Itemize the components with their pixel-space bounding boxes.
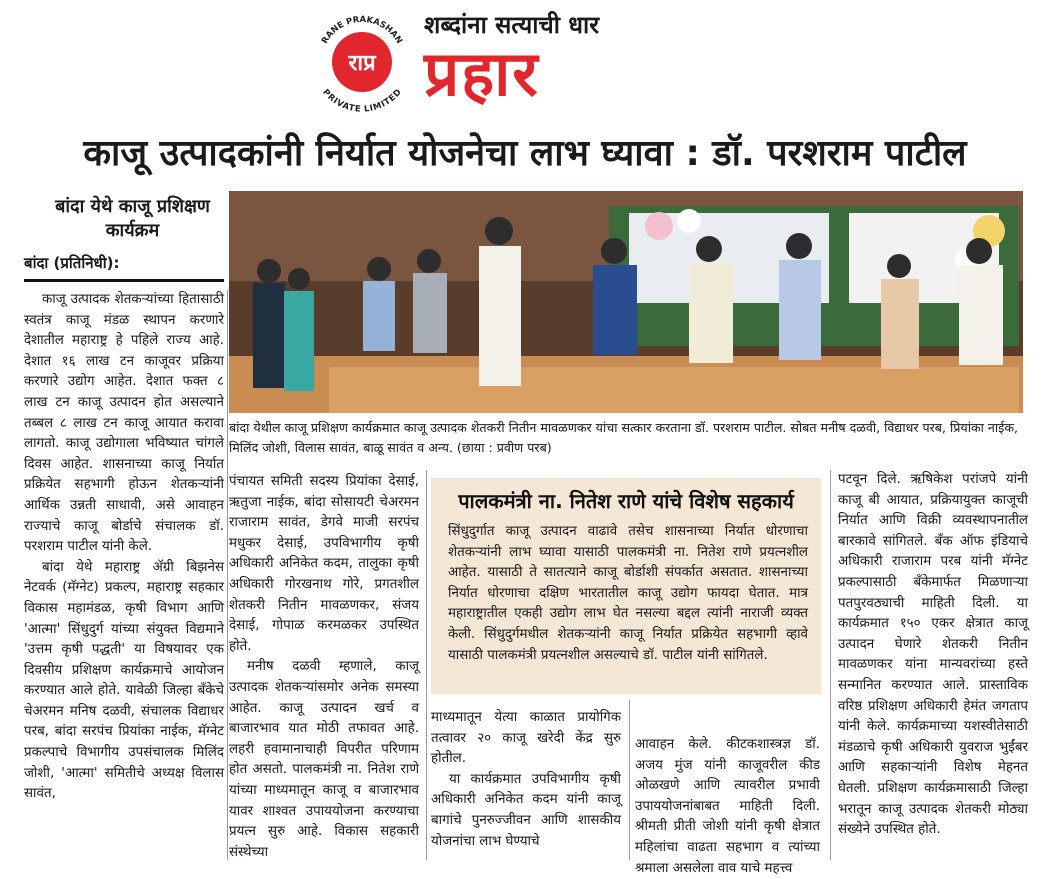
masthead-brand: प्रहार (424, 37, 540, 110)
byline-rule (24, 279, 224, 282)
column-rule (426, 470, 427, 860)
event-photo (229, 191, 1023, 413)
paragraph: माध्यमातून येत्या काळात प्रायोगिक तत्वावर २० काजू खरेदी केंद्र सुरु होतील. (431, 710, 621, 767)
article-column-3 (431, 708, 621, 852)
paragraph: बांदा येथे महाराष्ट्र ॲग्री बिझनेस नेटवर्क (मॅग्नेट) प्रकल्प, महाराष्ट्र सहकार विकास महामंडळ, कृषी विभाग आणि 'आत्मा' सिंधुदुर्ग यांच्या संयुक्त विद्यमाने 'उत्तम कृषी पद्धती' या विषयावर एक दिवसीय प्रशिक्षण कार्यक्रमाचे आयोजन करण्यात आले होते. यावेळी जिल्हा बँकेचे चेअरमन मनिष दळवी, संचालक विद्याधर परब, बांदा सरपंच प्रियांका नाईक, मॅग्नेट प्रकल्पाचे विभागीय उपसंचालक मिलिंद जोशी, 'आत्मा' समितीचे अध्यक्ष विलास सावंत, (24, 559, 224, 802)
column-rule (629, 700, 630, 860)
logo-monogram: राप्र (348, 51, 376, 76)
article-column-4 (635, 735, 820, 879)
paragraph: पंचायत समिती सदस्य प्रियांका देसाई, ऋतुजा नाईक, बांदा सोसायटी चेअरमन राजाराम सावंत, डेगवे माजी सरपंच मधुकर देसाई, उपविभागीय कृषी अधिकारी अनिकेत कदम, तालुका कृषी अधिकारी गोरखनाथ गोरे, प्रगतशील शेतकरी नितीन मावळणकर, संजय देसाई, गोपाळ करमळकर उपस्थित होते. (229, 474, 419, 654)
paragraph: या कार्यक्रमात उपविभागीय कृषी अधिकारी अनिकेत कदम यांनी काजू बागांचे पुनरुज्जीवन आणि शासकीय योजनांचा लाभ घेण्याचे (431, 771, 621, 849)
article-headline: काजू उत्पादकांनी निर्यात योजनेचा लाभ घ्यावा : डॉ. परशराम पाटील (83, 133, 967, 174)
photo-caption: बांदा येथील काजू प्रशिक्षण कार्यक्रमात काजू उत्पादक शेतकरी नितीन मावळणकर यांचा सत्कार करताना डॉ. परशराम पाटील. सोबत मनीष दळवी, विद्याधर परब, प्रियांका नाईक, मिलिंद जोशी, विलास सावंत, बाळू सावंत व अन्य. (छाया : प्रवीण परब) (229, 420, 1019, 455)
article-column-2 (229, 472, 419, 863)
paragraph: काजू उत्पादक शेतकऱ्यांच्या हितासाठी स्वतंत्र काजू मंडळ स्थापन करणारे देशातील महाराष्ट्र हे पहिले राज्य आहे. देशात १६ लाख टन काजूवर प्रक्रिया करणारे उद्योग आहेत. देशात फक्त ८ लाख टन काजू उत्पादन होत असल्याने तब्बल ८ लाख टन काजू आयात करावा लागतो. काजू उद्योगाला भविष्यात चांगले दिवस आहेत. शासनाच्या काजू निर्यात प्रक्रियेत सहभागी होऊन शेतकऱ्यांनी आर्थिक उन्नती साधावी, असे आवाहन राज्याचे काजू बोर्डाचे संचालक डॉ. परशराम पाटील यांनी केले. (24, 292, 224, 555)
paragraph: आवाहन केले. कीटकशास्त्रज्ञ डॉ. अजय मुंज यांनी काजूवरील कीड ओळखणे आणि त्यावरील प्रभावी उपाययोजनांबाबत माहिती दिली. श्रीमती प्रीती जोशी यांनी कृषी क्षेत्रात महिलांचा वाढता सहभाग व त्यांच्या श्रमाला असलेला वाव याचे महत्त्व (635, 737, 820, 876)
logo-ring-bottom-text: PRIVATE LIMITED (320, 87, 404, 112)
article-column-1 (24, 290, 224, 805)
masthead-tagline: शब्दांना सत्याची धार (424, 11, 600, 39)
column-rule (830, 470, 831, 860)
article-subheading: बांदा येथे काजू प्रशिक्षण कार्यक्रम (55, 196, 210, 241)
logo-ring-top-text: RANE PRAKASHAN (320, 14, 404, 46)
article-column-5 (838, 470, 1028, 841)
paragraph: मनीष दळवी म्हणाले, काजू उत्पादक शेतकऱ्यांसमोर अनेक समस्या आहेत. काजू उत्पादन खर्च व बाजारभाव यात मोठी तफावत आहे. लहरी हवामानाचाही विपरीत परिणाम होत असतो. पालकमंत्री ना. नितेश राणे यांच्या माध्यमातून काजू व बाजारभाव यावर शाश्वत उपाययोजना करण्याचा प्रयत्न सुरु आहे. विकास सहकारी संस्थेच्या (229, 659, 419, 860)
rane-prakashan-logo (308, 8, 416, 112)
column-rule (227, 290, 228, 860)
article-byline: बांदा (प्रतिनिधी): (24, 254, 120, 272)
paragraph: पटवून दिले. ऋषिकेश परांजपे यांनी काजू बी आयात, प्रक्रियायुक्त काजूची निर्यात आणि विक्री व्यवस्थापनातील बारकावे सांगितले. बँक ऑफ इंडियाचे अधिकारी राजाराम परब यांनी मॅग्नेट प्रकल्पासाठी बँकेमार्फत मिळणाऱ्या पतपुरवठ्याची माहिती दिली. या कार्यक्रमात १५० एकर क्षेत्रात काजू उत्पादन घेणारे शेतकरी नितीन मावळणकर यांना मान्यवरांच्या हस्ते सन्मानित करण्यात आले. प्रास्ताविक वरिष्ठ प्रशिक्षण अधिकारी हेमंत जगताप यांनी केले. कार्यक्रमाच्या यशस्वीतेसाठी मंडळाचे कृषी अधिकारी युवराज भुईंबर आणि सहकाऱ्यांनी विशेष मेहनत घेतली. प्रशिक्षण कार्यक्रमासाठी जिल्हा भरातून काजू उत्पादक शेतकरी मोठ्या संख्येने उपस्थित होते. (838, 472, 1028, 838)
sidebar-box-text: सिंधुदुर्गात काजू उत्पादन वाढावे तसेच शासनाच्या निर्यात धोरणाचा शेतकऱ्यांनी लाभ घ्यावा यासाठी पालकमंत्री ना. नितेश राणे प्रयत्नशील आहेत. यासाठी ते सातत्याने काजू बोर्डाशी संपर्कात असतात. शासनाच्या निर्यात धोरणाचा दक्षिण भारतातील काजू उद्योग फायदा घेतात. मात्र महाराष्ट्रातील एकही उद्योग लाभ घेत नसल्या बद्दल त्यांनी नाराजी व्यक्त केली. सिंधुदुर्गमधील शेतकऱ्यांनी काजू निर्यात प्रक्रियेत सहभागी व्हावे यासाठी पालकमंत्री प्रयत्नशील असल्याचे डॉ. पाटील यांनी सांगितले. (448, 524, 808, 663)
sidebar-box-title: पालकमंत्री ना. नितेश राणे यांचे विशेष सहकार्य (458, 489, 794, 513)
